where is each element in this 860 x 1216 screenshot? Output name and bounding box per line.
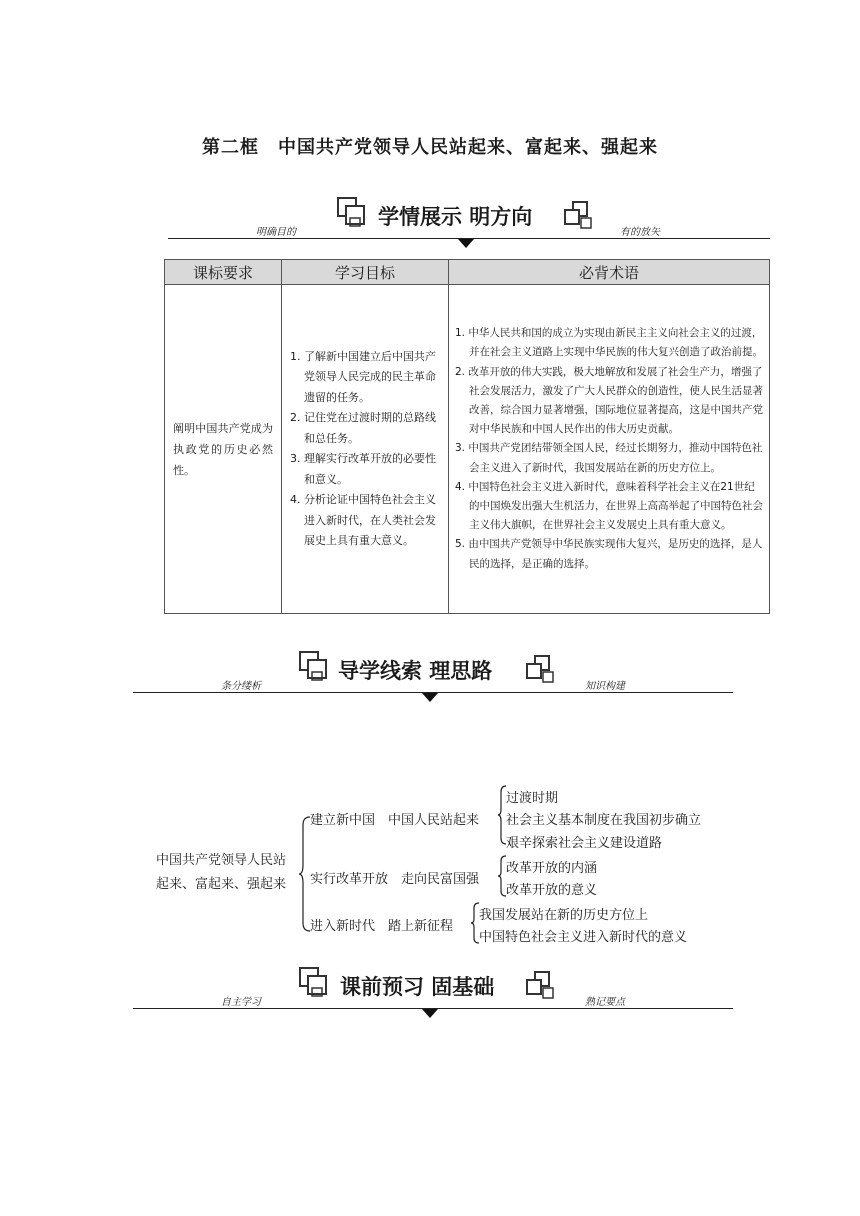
corner-box-icon <box>563 200 593 230</box>
section-left-note: 条分缕析 <box>221 681 261 692</box>
mind-leaf: 中国特色社会主义进入新时代的意义 <box>479 930 688 945</box>
mind-branch-label: 进入新时代 踏上新征程 <box>310 919 454 934</box>
corner-box-icon <box>298 650 330 682</box>
section-banner-1 <box>168 190 770 250</box>
section-left-note: 自主学习 <box>221 997 261 1008</box>
table-header: 必背术语 <box>449 260 770 285</box>
section-title: 学情展示 明方向 <box>378 205 533 229</box>
mind-root-line: 中国共产党领导人民站 <box>156 853 287 868</box>
section-marker-icon <box>422 693 438 702</box>
section-left-note: 明确目的 <box>256 227 296 238</box>
mind-leaf: 改革开放的内涵 <box>506 861 598 876</box>
section-right-note: 有的放矢 <box>620 227 660 238</box>
mind-leaf: 我国发展站在新的历史方位上 <box>479 908 649 923</box>
section-banner-3 <box>133 960 733 1020</box>
mind-leaf: 社会主义基本制度在我国初步确立 <box>506 813 702 828</box>
term-item: 4. 中国特色社会主义进入新时代，意味着科学社会主义在21世纪的中国焕发出强大生机活力，在世界上高高举起了中国特色社会主义伟大旗帜，在世界社会主义发展史上具有重大意义。 <box>455 480 763 532</box>
objective-item: 1. 了解新中国建立后中国共产党领导人民完成的民主革命遗留的任务。 <box>290 349 436 404</box>
table-header: 学习目标 <box>282 260 449 285</box>
section-right-note: 知识构建 <box>585 681 625 692</box>
corner-box-icon <box>298 966 330 998</box>
mind-leaf: 过渡时期 <box>506 791 559 806</box>
mind-leaf: 改革开放的意义 <box>506 883 598 898</box>
mind-leaf: 艰辛探索社会主义建设道路 <box>506 836 663 851</box>
key-terms <box>449 285 770 614</box>
section-marker-icon <box>422 1009 438 1018</box>
section-banner-2 <box>133 644 733 704</box>
mind-branch-label: 建立新中国 中国人民站起来 <box>310 813 480 828</box>
corner-box-icon <box>336 196 368 228</box>
learning-table <box>164 259 770 614</box>
section-title: 导学线索 理思路 <box>338 659 493 683</box>
objective-item: 4. 分析论证中国特色社会主义进入新时代，在人类社会发展史上具有重大意义。 <box>290 493 436 547</box>
corner-box-icon <box>525 654 555 684</box>
objective-item: 2. 记住党在过渡时期的总路线和总任务。 <box>290 411 436 445</box>
term-item: 5. 由中国共产党领导中华民族实现伟大复兴，是历史的选择，是人民的选择，是正确的选择。 <box>455 538 763 570</box>
section-marker-icon <box>458 239 474 248</box>
term-item: 1. 中华人民共和国的成立为实现由新民主主义向社会主义的过渡，并在社会主义道路上实现中华民族的伟大复兴创造了政治前提。 <box>455 327 763 359</box>
section-right-note: 熟记要点 <box>585 997 625 1008</box>
term-item: 2. 改革开放的伟大实践，极大地解放和发展了社会生产力，增强了社会发展活力，激发了广大人民群众的创造性，使人民生活显著改善，综合国力显著增强，国际地位显著提高，这是中国共产党对中华民族和中国人民作出的伟大历史贡献。 <box>455 365 763 436</box>
mind-map <box>150 780 750 950</box>
table-header: 课标要求 <box>165 260 282 285</box>
page-title: 第二框 中国共产党领导人民站起来、富起来、强起来 <box>202 137 658 158</box>
mind-root-line: 起来、富起来、强起来 <box>156 877 287 892</box>
term-item: 3. 中国共产党团结带领全国人民，经过长期努力，推动中国特色社会主义进入了新时代，我国发展站在新的历史方位上。 <box>455 442 763 474</box>
learning-objectives <box>282 285 449 614</box>
curriculum-standard: 阐明中国共产党成为执政党的历史必然性。 <box>165 285 282 614</box>
section-title: 课前预习 固基础 <box>340 975 495 999</box>
corner-box-icon <box>525 970 555 1000</box>
mind-branch-label: 实行改革开放 走向民富国强 <box>310 872 480 887</box>
objective-item: 3. 理解实行改革开放的必要性和意义。 <box>290 452 436 486</box>
